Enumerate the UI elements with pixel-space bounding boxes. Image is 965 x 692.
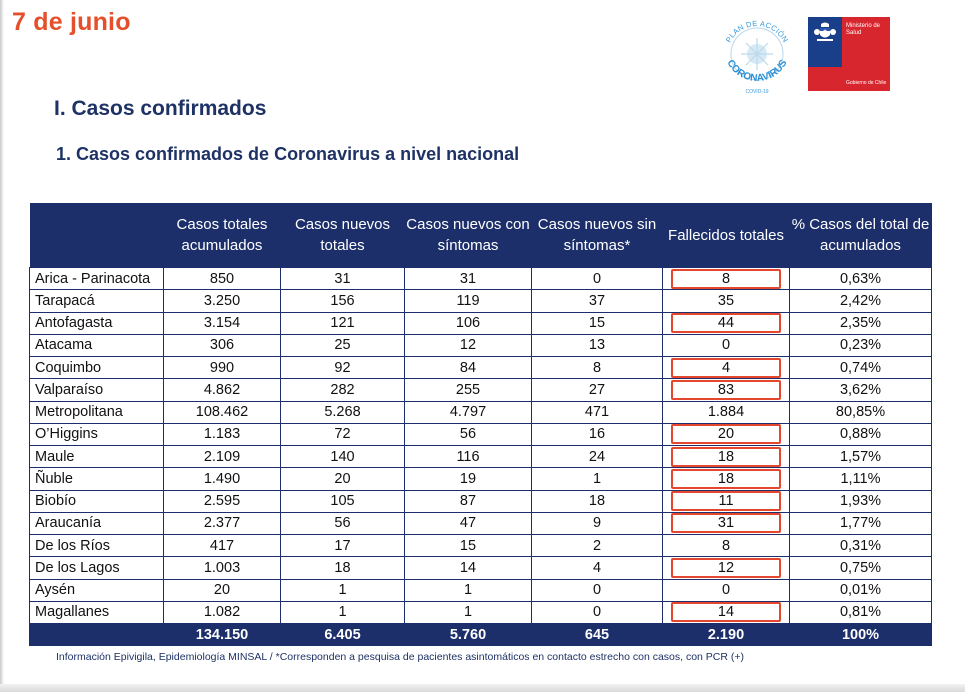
cell-nuevos: 105 <box>281 490 405 512</box>
cell-fallecidos <box>663 446 790 468</box>
table-row <box>30 290 932 312</box>
highlight-mark: 18 <box>671 447 781 467</box>
cell-total: 3.154 <box>164 312 281 334</box>
cell-con-sintomas: 116 <box>405 446 532 468</box>
cell-fallecidos: 0 <box>663 579 790 601</box>
cell-pct: 1,11% <box>790 468 932 490</box>
table-row <box>30 334 932 356</box>
table-header-row <box>30 203 932 268</box>
cell-fallecidos: 1.884 <box>663 401 790 423</box>
plan-logo-main-text: CORONAVIRUS <box>724 58 790 85</box>
cases-table <box>29 203 932 646</box>
column-header-new-symptomatic: Casos nuevos con síntomas <box>405 203 532 268</box>
cell-pct: 0,88% <box>790 423 932 445</box>
page-bottom-band <box>0 684 965 692</box>
highlight-mark: 31 <box>671 513 781 533</box>
cell-total: 306 <box>164 334 281 356</box>
cell-nuevos: 72 <box>281 423 405 445</box>
cell-total: 2.109 <box>164 446 281 468</box>
table-row <box>30 268 932 290</box>
highlight-mark: 20 <box>671 424 781 444</box>
cell-nuevos: 156 <box>281 290 405 312</box>
cell-con-sintomas: 47 <box>405 512 532 534</box>
cell-pct: 0,75% <box>790 557 932 579</box>
cell-sin-sintomas: 0 <box>532 601 663 623</box>
cell-fallecidos <box>663 490 790 512</box>
total-cell-nuevos: 6.405 <box>281 624 405 646</box>
table-row <box>30 468 932 490</box>
cell-sin-sintomas: 24 <box>532 446 663 468</box>
page-edge-shadow <box>0 0 4 692</box>
cell-region: Maule <box>30 446 164 468</box>
cell-con-sintomas: 106 <box>405 312 532 334</box>
cell-pct: 1,57% <box>790 446 932 468</box>
cell-region: De los Lagos <box>30 557 164 579</box>
column-header-new-asymptomatic: Casos nuevos sin síntomas* <box>532 203 663 268</box>
cell-sin-sintomas: 15 <box>532 312 663 334</box>
cell-pct: 1,93% <box>790 490 932 512</box>
highlight-mark: 18 <box>671 469 781 489</box>
cell-region: Antofagasta <box>30 312 164 334</box>
cell-region: Araucanía <box>30 512 164 534</box>
cell-region: Aysén <box>30 579 164 601</box>
cell-con-sintomas: 4.797 <box>405 401 532 423</box>
cell-pct: 0,23% <box>790 334 932 356</box>
table-row <box>30 446 932 468</box>
cell-region: Metropolitana <box>30 401 164 423</box>
cell-total: 2.377 <box>164 512 281 534</box>
column-header-percent: % Casos del total de acumulados <box>790 203 932 268</box>
column-header-total: Casos totales acumulados <box>164 203 281 268</box>
cell-fallecidos <box>663 379 790 401</box>
cell-total: 4.862 <box>164 379 281 401</box>
cell-con-sintomas: 14 <box>405 557 532 579</box>
subsection-title: 1. Casos confirmados de Coronavirus a nivel nacional <box>56 144 520 164</box>
cell-sin-sintomas: 4 <box>532 557 663 579</box>
table-row <box>30 401 932 423</box>
cell-nuevos: 140 <box>281 446 405 468</box>
cell-total: 1.003 <box>164 557 281 579</box>
cell-nuevos: 25 <box>281 334 405 356</box>
cell-sin-sintomas: 0 <box>532 579 663 601</box>
cell-sin-sintomas: 37 <box>532 290 663 312</box>
cell-fallecidos <box>663 423 790 445</box>
cell-sin-sintomas: 471 <box>532 401 663 423</box>
cell-fallecidos <box>663 268 790 290</box>
cell-pct: 1,77% <box>790 512 932 534</box>
cell-con-sintomas: 56 <box>405 423 532 445</box>
cell-fallecidos <box>663 512 790 534</box>
highlight-mark: 4 <box>671 358 781 378</box>
ministry-name: Ministerio de Salud <box>846 23 881 36</box>
table-row <box>30 601 932 623</box>
table-row <box>30 379 932 401</box>
plan-coronavirus-logo <box>716 14 798 96</box>
column-header-region <box>30 203 164 268</box>
cell-nuevos: 121 <box>281 312 405 334</box>
cell-region: Valparaíso <box>30 379 164 401</box>
cell-region: Coquimbo <box>30 357 164 379</box>
cell-total: 850 <box>164 268 281 290</box>
total-cell-sin-sintomas: 645 <box>532 624 663 646</box>
government-label: Gobierno de Chile <box>846 80 887 86</box>
cell-fallecidos <box>663 312 790 334</box>
cell-pct: 80,85% <box>790 401 932 423</box>
cell-nuevos: 56 <box>281 512 405 534</box>
cell-region: Tarapacá <box>30 290 164 312</box>
cell-region: Magallanes <box>30 601 164 623</box>
cell-fallecidos <box>663 357 790 379</box>
cell-pct: 0,63% <box>790 268 932 290</box>
chile-coat-of-arms-icon <box>812 20 838 44</box>
cell-total: 1.183 <box>164 423 281 445</box>
plan-logo-top-text: PLAN DE ACCIÓN <box>723 18 791 44</box>
cell-sin-sintomas: 1 <box>532 468 663 490</box>
cell-con-sintomas: 84 <box>405 357 532 379</box>
cell-pct: 3,62% <box>790 379 932 401</box>
cell-fallecidos <box>663 557 790 579</box>
cell-region: Arica - Parinacota <box>30 268 164 290</box>
highlight-mark: 11 <box>671 491 781 511</box>
cell-sin-sintomas: 27 <box>532 379 663 401</box>
total-cell-fallecidos: 2.190 <box>663 624 790 646</box>
highlight-mark: 83 <box>671 380 781 400</box>
cell-nuevos: 5.268 <box>281 401 405 423</box>
cell-sin-sintomas: 8 <box>532 357 663 379</box>
highlight-mark: 12 <box>671 558 781 578</box>
cell-nuevos: 18 <box>281 557 405 579</box>
cell-nuevos: 282 <box>281 379 405 401</box>
table-row <box>30 535 932 557</box>
cell-con-sintomas: 1 <box>405 579 532 601</box>
cell-region: Ñuble <box>30 468 164 490</box>
total-cell-pct: 100% <box>790 624 932 646</box>
cell-sin-sintomas: 18 <box>532 490 663 512</box>
cell-pct: 2,35% <box>790 312 932 334</box>
cell-fallecidos: 35 <box>663 290 790 312</box>
cell-nuevos: 17 <box>281 535 405 557</box>
cell-total: 1.490 <box>164 468 281 490</box>
cell-sin-sintomas: 9 <box>532 512 663 534</box>
cell-con-sintomas: 1 <box>405 601 532 623</box>
total-cell-total: 134.150 <box>164 624 281 646</box>
total-cell-region <box>30 624 164 646</box>
table-row <box>30 312 932 334</box>
cell-total: 20 <box>164 579 281 601</box>
cell-con-sintomas: 119 <box>405 290 532 312</box>
cell-nuevos: 20 <box>281 468 405 490</box>
cell-total: 108.462 <box>164 401 281 423</box>
table-row <box>30 490 932 512</box>
cell-total: 1.082 <box>164 601 281 623</box>
cell-nuevos: 92 <box>281 357 405 379</box>
cell-total: 990 <box>164 357 281 379</box>
highlight-mark: 14 <box>671 602 781 622</box>
cell-con-sintomas: 12 <box>405 334 532 356</box>
total-cell-con-sintomas: 5.760 <box>405 624 532 646</box>
cell-region: O’Higgins <box>30 423 164 445</box>
cell-con-sintomas: 19 <box>405 468 532 490</box>
cell-nuevos: 31 <box>281 268 405 290</box>
cell-sin-sintomas: 13 <box>532 334 663 356</box>
table-row <box>30 423 932 445</box>
cell-pct: 2,42% <box>790 290 932 312</box>
cell-sin-sintomas: 16 <box>532 423 663 445</box>
section-title: I. Casos confirmados <box>54 97 267 120</box>
ministerio-salud-logo <box>808 17 890 91</box>
cell-con-sintomas: 87 <box>405 490 532 512</box>
cell-nuevos: 1 <box>281 601 405 623</box>
highlight-mark: 8 <box>671 269 781 289</box>
table-row <box>30 557 932 579</box>
highlight-mark: 44 <box>671 313 781 333</box>
cell-pct: 0,74% <box>790 357 932 379</box>
column-header-deaths: Fallecidos totales <box>663 203 790 268</box>
cell-fallecidos: 8 <box>663 535 790 557</box>
totals-row <box>30 624 932 646</box>
cell-region: De los Ríos <box>30 535 164 557</box>
cell-fallecidos <box>663 468 790 490</box>
cell-total: 3.250 <box>164 290 281 312</box>
slide-date: 7 de junio <box>12 8 131 36</box>
table-row <box>30 357 932 379</box>
cell-pct: 0,81% <box>790 601 932 623</box>
cell-con-sintomas: 15 <box>405 535 532 557</box>
cell-nuevos: 1 <box>281 579 405 601</box>
cell-pct: 0,01% <box>790 579 932 601</box>
cell-fallecidos <box>663 601 790 623</box>
cell-region: Biobío <box>30 490 164 512</box>
cell-sin-sintomas: 0 <box>532 268 663 290</box>
table-row <box>30 512 932 534</box>
cell-total: 2.595 <box>164 490 281 512</box>
plan-logo-bottom-text: COVID-19 <box>745 89 769 95</box>
cell-sin-sintomas: 2 <box>532 535 663 557</box>
source-footnote: Información Epivigila, Epidemiología MINSAL / *Corresponden a pesquisa de pacientes asintomáticos en contacto estrecho con casos, con PCR (+) <box>56 651 745 663</box>
cell-total: 417 <box>164 535 281 557</box>
cell-con-sintomas: 255 <box>405 379 532 401</box>
cell-fallecidos: 0 <box>663 334 790 356</box>
cell-pct: 0,31% <box>790 535 932 557</box>
cell-con-sintomas: 31 <box>405 268 532 290</box>
table-row <box>30 579 932 601</box>
cell-region: Atacama <box>30 334 164 356</box>
column-header-new: Casos nuevos totales <box>281 203 405 268</box>
